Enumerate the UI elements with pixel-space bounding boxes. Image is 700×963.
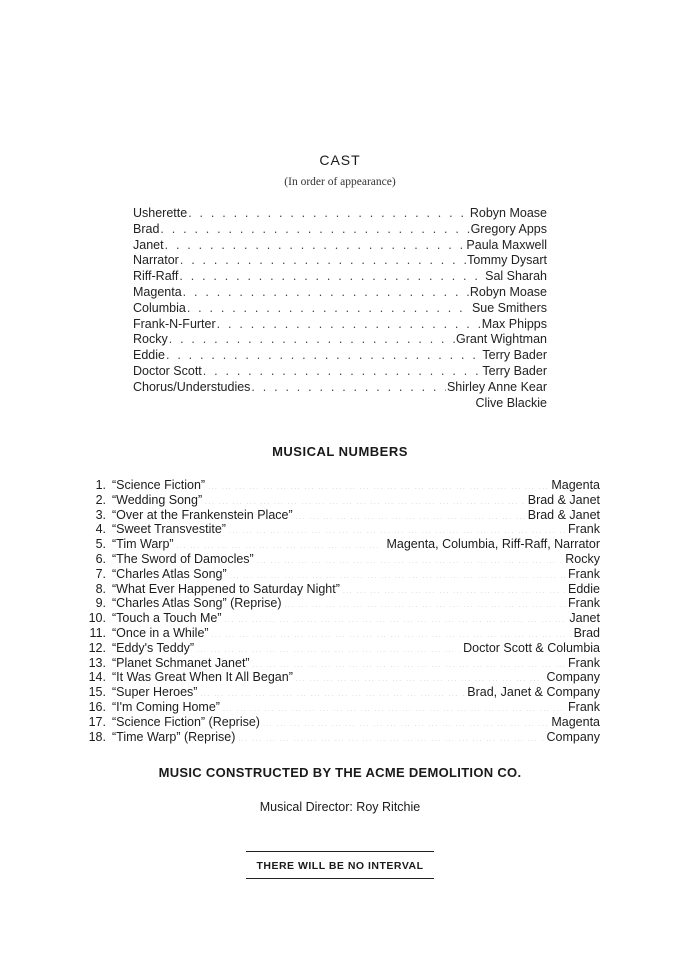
cast-extra-actor: Clive Blackie [475, 395, 547, 410]
song-row [80, 641, 600, 656]
song-title: “Charles Atlas Song” (Reprise) [112, 596, 282, 611]
song-row [80, 522, 600, 537]
dot-leader [166, 348, 481, 362]
cast-row [133, 285, 547, 301]
cast-row [133, 206, 547, 222]
cast-role: Brad [133, 221, 160, 236]
cast-row [133, 380, 547, 396]
song-title: “Once in a While” [112, 625, 209, 640]
song-title: “The Sword of Damocles” [112, 551, 254, 566]
dot-leader [238, 736, 543, 743]
song-performer: Frank [568, 655, 600, 670]
song-number: 11. [89, 625, 106, 640]
song-performer: Frank [568, 566, 600, 581]
dot-leader [180, 253, 466, 267]
dot-leader [187, 301, 471, 315]
song-performer: Magenta [551, 478, 600, 492]
song-number: 3. [95, 507, 106, 522]
cast-actor: Grant Wightman [455, 332, 547, 347]
dot-leader [263, 721, 548, 728]
song-number: 13. [88, 655, 106, 670]
cast-actor: Paula Maxwell [466, 237, 547, 252]
song-number: 7. [95, 566, 106, 581]
musical-director: Musical Director: Roy Ritchie [259, 800, 421, 814]
cast-role: Narrator [133, 253, 179, 268]
cast-actor: Terry Bader [482, 348, 547, 363]
dot-leader [165, 238, 466, 252]
song-number: 18. [88, 729, 106, 744]
song-number: 14. [88, 670, 106, 685]
song-number: 10. [88, 611, 106, 626]
song-performer: Brad & Janet [527, 492, 600, 507]
interval-top-rule [246, 851, 434, 852]
song-title: “Super Heroes” [112, 685, 198, 700]
song-row [80, 493, 600, 508]
song-title: “Science Fiction” (Reprise) [112, 714, 260, 729]
dot-leader [296, 676, 544, 683]
song-performer: Company [546, 670, 600, 685]
cast-row [133, 364, 547, 380]
cast-actor: Robyn Moase [469, 206, 547, 220]
dot-leader [285, 602, 566, 609]
song-row [80, 596, 600, 611]
cast-actor: Shirley Anne Kear [446, 379, 547, 394]
cast-row [133, 222, 547, 238]
dot-leader [217, 317, 481, 331]
song-performer: Frank [568, 699, 600, 714]
cast-actor: Robyn Moase [469, 284, 547, 299]
cast-role: Janet [133, 237, 164, 252]
dot-leader [253, 662, 565, 669]
cast-role: Magenta [133, 284, 182, 299]
cast-role: Usherette [133, 206, 188, 220]
dot-leader [200, 691, 464, 698]
song-number: 5. [95, 537, 106, 552]
interval-bottom-rule [246, 878, 434, 879]
dot-leader [183, 285, 469, 299]
song-row [80, 508, 600, 523]
cast-row [133, 301, 547, 317]
song-number: 8. [95, 581, 106, 596]
dot-leader [205, 499, 525, 506]
song-number: 6. [95, 551, 106, 566]
dot-leader [203, 364, 482, 378]
cast-actor: Terry Bader [482, 363, 547, 378]
song-number: 4. [95, 522, 106, 537]
cast-row [133, 253, 547, 269]
dot-leader [212, 632, 571, 639]
dot-leader [296, 514, 525, 521]
cast-row [133, 317, 547, 333]
dot-leader [160, 222, 469, 236]
song-list [80, 478, 600, 744]
song-row [80, 670, 600, 685]
song-row [80, 567, 600, 582]
dot-leader [223, 706, 565, 713]
cast-row [133, 238, 547, 254]
cast-actor: Gregory Apps [470, 221, 547, 236]
song-title: “Wedding Song” [112, 492, 203, 507]
cast-list [133, 206, 547, 411]
cast-subheading: (In order of appearance) [284, 176, 396, 188]
dot-leader [188, 206, 469, 220]
song-number: 16. [88, 699, 106, 714]
music-credit: MUSIC CONSTRUCTED BY THE ACME DEMOLITION CO. [158, 765, 522, 780]
cast-role: Doctor Scott [133, 363, 202, 378]
interval-notice: THERE WILL BE NO INTERVAL [256, 860, 424, 872]
song-title: “It Was Great When It All Began” [112, 670, 293, 685]
dot-leader [169, 332, 455, 346]
musical-numbers-heading: MUSICAL NUMBERS [272, 444, 408, 459]
dot-leader [343, 588, 565, 595]
song-title: “I'm Coming Home” [112, 699, 220, 714]
dot-leader [177, 543, 384, 550]
dot-leader [225, 617, 567, 624]
cast-heading: CAST [319, 152, 361, 168]
song-number: 2. [95, 492, 106, 507]
song-performer: Frank [568, 522, 600, 537]
cast-actor: Sal Sharah [485, 269, 547, 284]
song-row [80, 611, 600, 626]
song-row [80, 552, 600, 567]
song-performer: Company [546, 729, 600, 744]
song-number: 9. [95, 596, 106, 611]
cast-actor: Max Phipps [481, 316, 547, 331]
song-performer: Frank [568, 596, 600, 611]
cast-row [133, 332, 547, 348]
song-performer: Brad [573, 625, 600, 640]
song-number: 1. [95, 478, 106, 492]
song-title: “Planet Schmanet Janet” [112, 655, 250, 670]
cast-row [133, 269, 547, 285]
cast-role: Rocky [133, 332, 168, 347]
song-title: “Science Fiction” [112, 478, 206, 492]
song-title: “Sweet Transvestite” [112, 522, 226, 537]
song-performer: Magenta, Columbia, Riff-Raff, Narrator [386, 537, 600, 552]
dot-leader [251, 380, 446, 394]
cast-role: Columbia [133, 300, 186, 315]
cast-row [133, 348, 547, 364]
dot-leader [229, 528, 565, 535]
song-row [80, 700, 600, 715]
song-title: “Eddy's Teddy” [112, 640, 195, 655]
cast-role: Riff-Raff [133, 269, 179, 284]
song-title: “Charles Atlas Song” [112, 566, 227, 581]
song-title: “What Ever Happened to Saturday Night” [112, 581, 340, 596]
song-performer: Magenta [551, 714, 600, 729]
cast-role: Eddie [133, 348, 165, 363]
song-performer: Doctor Scott & Columbia [463, 640, 600, 655]
song-title: “Touch a Touch Me” [112, 611, 222, 626]
dot-leader [179, 269, 484, 283]
dot-leader [197, 647, 460, 654]
song-number: 17. [88, 714, 106, 729]
song-row [80, 626, 600, 641]
song-row [80, 715, 600, 730]
song-performer: Brad & Janet [527, 507, 600, 522]
dot-leader [230, 573, 565, 580]
song-row [80, 582, 600, 597]
song-performer: Rocky [565, 551, 600, 566]
cast-role: Frank-N-Furter [133, 316, 216, 331]
cast-actor: Tommy Dysart [467, 253, 547, 268]
song-title: “Tim Warp” [112, 537, 174, 552]
dot-leader [257, 558, 563, 565]
song-row [80, 656, 600, 671]
song-number: 15. [88, 685, 106, 700]
song-row [80, 730, 600, 745]
cast-role: Chorus/Understudies [133, 379, 251, 394]
song-row [80, 685, 600, 700]
song-number: 12. [88, 640, 106, 655]
song-row [80, 537, 600, 552]
cast-actor: Sue Smithers [471, 300, 547, 315]
song-performer: Janet [569, 611, 600, 626]
song-performer: Eddie [568, 581, 600, 596]
song-title: “Over at the Frankenstein Place” [112, 507, 293, 522]
song-performer: Brad, Janet & Company [467, 685, 600, 700]
song-row [80, 478, 600, 493]
dot-leader [208, 484, 548, 491]
song-title: “Time Warp” (Reprise) [112, 729, 236, 744]
